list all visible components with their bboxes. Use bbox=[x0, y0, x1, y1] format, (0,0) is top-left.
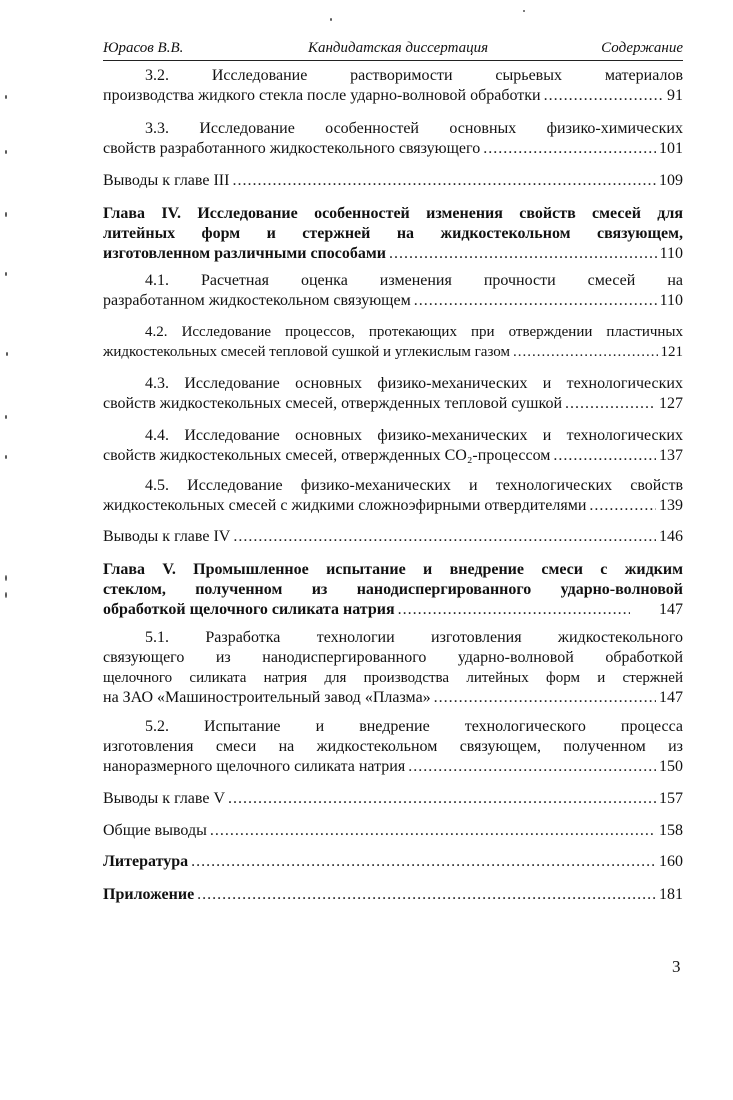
toc-page-number: 110 bbox=[659, 292, 683, 309]
toc-entry-leader-line bbox=[103, 171, 683, 191]
scan-speck bbox=[5, 95, 7, 99]
scan-speck bbox=[5, 415, 7, 419]
toc-page-number: 181 bbox=[659, 886, 683, 903]
leader-dots bbox=[228, 789, 656, 809]
toc-entry-4-5 bbox=[103, 476, 683, 516]
leader-dots bbox=[232, 171, 656, 191]
scan-speck bbox=[6, 352, 8, 356]
scan-speck bbox=[5, 592, 7, 598]
toc-page-number: 160 bbox=[659, 853, 683, 870]
toc-entry-text: свойств жидкостекольных смесей, отвержденных СО₂-процессом bbox=[103, 447, 551, 464]
toc-entry-general-conclusions bbox=[103, 821, 683, 841]
toc-page-number: 109 bbox=[659, 172, 683, 189]
toc-page-number: 127 bbox=[659, 395, 683, 412]
toc-page-number: 158 bbox=[659, 822, 683, 839]
toc-entry-text: Глава IV. Исследование особенностей изменения свойств смесей для bbox=[103, 205, 683, 222]
toc-entry-text: разработанном жидкостекольном связующем bbox=[103, 292, 411, 309]
toc-entry-leader-line bbox=[103, 291, 683, 311]
toc-entry-leader-line bbox=[103, 789, 683, 809]
toc-entry-text: Глава V. Промышленное испытание и внедрение смеси с жидким bbox=[103, 561, 683, 578]
toc-entry-3-2 bbox=[103, 66, 683, 106]
toc-entry-conclusions-4 bbox=[103, 527, 683, 547]
toc-entry-literature bbox=[103, 852, 683, 872]
leader-dots bbox=[544, 86, 664, 106]
leader-dots bbox=[389, 244, 657, 264]
toc-entry-text: щелочного силиката натрия для производства литейных форм и стержней bbox=[103, 670, 683, 686]
toc-entry-text: свойств разработанного жидкостекольного связующего bbox=[103, 140, 481, 157]
header-title: Кандидатская диссертация bbox=[308, 40, 489, 56]
toc-page-number: 110 bbox=[659, 245, 683, 262]
toc-entry-text: Выводы к главе III bbox=[103, 172, 230, 189]
toc-entry-leader-line bbox=[103, 139, 683, 159]
page-number: 3 bbox=[672, 957, 681, 976]
toc-entry-text: наноразмерного щелочного силиката натрия bbox=[103, 758, 406, 775]
toc-entry-text: на ЗАО «Машиностроительный завод «Плазма» bbox=[103, 689, 431, 706]
toc-entry-text: 4.5. Исследование физико-механических и технологических свойств bbox=[145, 477, 683, 494]
toc-entry-text: 3.2. Исследование растворимости сырьевых материалов bbox=[145, 67, 683, 84]
toc-entry-leader-line bbox=[103, 394, 683, 414]
toc-page-number: 101 bbox=[659, 140, 683, 157]
leader-dots bbox=[434, 688, 656, 708]
scan-speck bbox=[523, 10, 525, 12]
leader-dots bbox=[398, 600, 630, 620]
toc-page-number: 121 bbox=[660, 344, 683, 360]
toc-entry-text: жидкостекольных смесей с жидкими сложноэфирными отвердителями bbox=[103, 497, 587, 514]
toc-entry-leader-line bbox=[103, 852, 683, 872]
leader-dots bbox=[589, 496, 656, 516]
toc-page-number: 147 bbox=[659, 601, 683, 618]
leader-dots bbox=[233, 527, 656, 547]
toc-entry-chapter-4 bbox=[103, 204, 683, 264]
toc-page-number: 91 bbox=[667, 87, 683, 104]
toc-page-number: 146 bbox=[659, 528, 683, 545]
toc-entry-text: 5.1. Разработка технологии изготовления жидкостекольного bbox=[145, 629, 683, 646]
toc-entry-5-1 bbox=[103, 628, 683, 708]
toc-entry-text: Выводы к главе V bbox=[103, 790, 226, 807]
leader-dots bbox=[191, 852, 656, 872]
toc-entry-text: производства жидкого стекла после ударно-волновой обработки bbox=[103, 87, 541, 104]
scan-speck bbox=[5, 272, 7, 276]
toc-entry-text: 5.2. Испытание и внедрение технологического процесса bbox=[145, 718, 683, 735]
toc-entry-leader-line bbox=[103, 496, 683, 516]
leader-dots bbox=[197, 885, 656, 905]
header-author: Юрасов В.В. bbox=[103, 40, 184, 56]
toc-entry-conclusions-5 bbox=[103, 789, 683, 809]
toc-entry-text: 4.2. Исследование процессов, протекающих при отверждении пластичных bbox=[145, 324, 683, 340]
toc-page-number: 150 bbox=[659, 758, 683, 775]
toc-page-number: 139 bbox=[659, 497, 683, 514]
toc-entry-text: Общие выводы bbox=[103, 822, 207, 839]
toc-entry-text: Литература bbox=[103, 853, 189, 870]
toc-entry-text: Приложение bbox=[103, 886, 195, 903]
toc-entry-text: 4.3. Исследование основных физико-механических и технологических bbox=[145, 375, 683, 392]
toc-entry-4-1 bbox=[103, 271, 683, 311]
toc-entry-4-3 bbox=[103, 374, 683, 414]
toc-entry-text: изготовленном различными способами bbox=[103, 245, 387, 262]
toc-entry-leader-line bbox=[103, 821, 683, 841]
scan-speck bbox=[5, 150, 7, 154]
leader-dots bbox=[513, 342, 658, 362]
toc-entry-chapter-5 bbox=[103, 560, 683, 620]
scan-speck bbox=[5, 455, 7, 459]
toc-entry-text: 4.1. Расчетная оценка изменения прочности смесей на bbox=[145, 272, 683, 289]
toc-entry-leader-line bbox=[103, 885, 683, 905]
toc-entry-leader-line bbox=[103, 342, 683, 362]
toc-page-number: 137 bbox=[659, 447, 683, 464]
toc-entry-leader-line bbox=[103, 244, 683, 264]
toc-entry-text: литейных форм и стержней на жидкостекольном связующем, bbox=[103, 225, 683, 242]
toc-entry-4-4 bbox=[103, 426, 683, 466]
leader-dots bbox=[565, 394, 656, 414]
toc-entry-text: жидкостекольных смесей тепловой сушкой и углекислым газом bbox=[103, 344, 510, 360]
toc-entry-text: связующего из нанодиспергированного ударно-волновой обработкой bbox=[103, 649, 683, 666]
leader-dots bbox=[553, 446, 656, 466]
leader-dots bbox=[414, 291, 657, 311]
running-header bbox=[103, 38, 683, 61]
toc-entry-leader-line bbox=[103, 600, 683, 620]
toc-entry-4-2 bbox=[103, 322, 683, 362]
toc-entry-leader-line bbox=[103, 446, 683, 466]
toc-entry-leader-line bbox=[103, 757, 683, 777]
toc-entry-text: изготовления смеси на жидкостекольном связующем, полученном из bbox=[103, 738, 683, 755]
scan-speck bbox=[330, 18, 332, 21]
leader-dots bbox=[408, 757, 656, 777]
toc-page-number: 157 bbox=[659, 790, 683, 807]
scan-speck bbox=[5, 575, 7, 581]
toc-entry-text: свойств жидкостекольных смесей, отвержденных тепловой сушкой bbox=[103, 395, 562, 412]
leader-dots bbox=[210, 821, 656, 841]
toc-page-number: 147 bbox=[659, 689, 683, 706]
toc-entry-text: 4.4. Исследование основных физико-механических и технологических bbox=[145, 427, 683, 444]
toc-entry-3-3 bbox=[103, 119, 683, 159]
toc-entry-leader-line bbox=[103, 527, 683, 547]
leader-dots bbox=[483, 139, 656, 159]
toc-entry-text: 3.3. Исследование особенностей основных физико-химических bbox=[145, 120, 683, 137]
toc-entry-text: обработкой щелочного силиката натрия bbox=[103, 601, 395, 618]
toc-entry-text: Выводы к главе IV bbox=[103, 528, 231, 545]
toc-entry-leader-line bbox=[103, 86, 683, 106]
toc-entry-text: стеклом, полученном из нанодиспергированного ударно-волновой bbox=[103, 581, 683, 598]
toc-entry-appendix bbox=[103, 885, 683, 905]
toc-entry-5-2 bbox=[103, 717, 683, 777]
toc-entry-conclusions-3 bbox=[103, 171, 683, 191]
header-section: Содержание bbox=[601, 40, 683, 56]
toc-entry-leader-line bbox=[103, 688, 683, 708]
scan-speck bbox=[5, 212, 7, 217]
